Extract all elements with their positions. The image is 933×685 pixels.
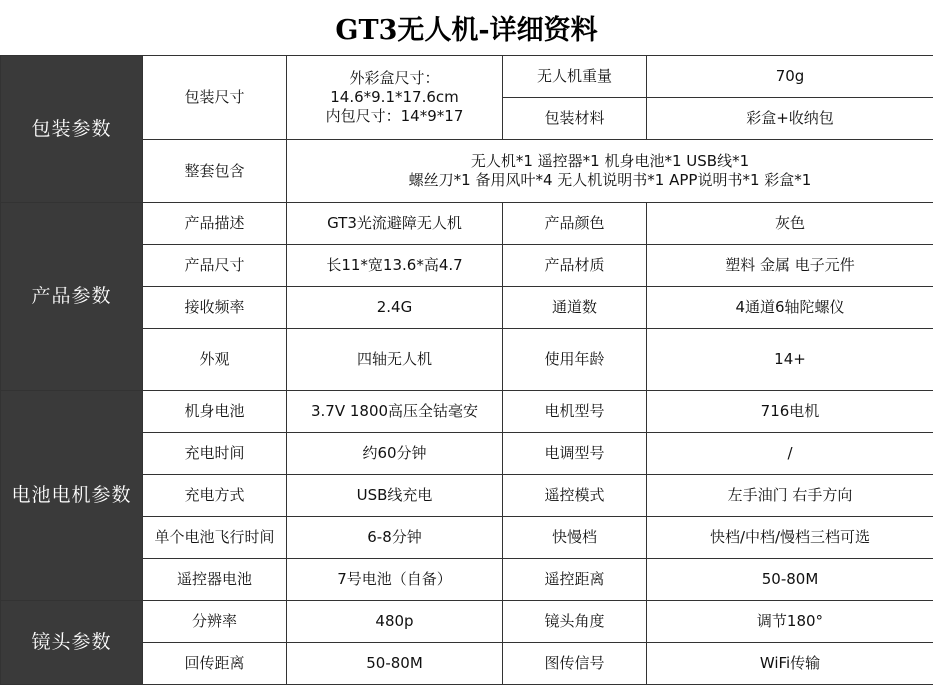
box-size-line: 外彩盒尺寸： [287,69,502,88]
contents-line: 螺丝刀*1 备用风叶*4 无人机说明书*1 APP说明书*1 彩盒*1 [287,171,933,190]
spec-value: 长11*宽13.6*高4.7 [287,245,503,287]
spec-value: 480p [287,601,503,643]
spec-value: 716电机 [647,391,933,433]
spec-label: 遥控距离 [503,559,647,601]
box-size-line: 内包尺寸：14*9*17 [287,107,502,126]
spec-label: 无人机重量 [503,56,647,98]
spec-value-box-size [287,56,503,140]
spec-label: 包装尺寸 [143,56,287,140]
spec-value: / [647,433,933,475]
spec-label: 产品颜色 [503,203,647,245]
spec-label: 电机型号 [503,391,647,433]
box-size-line: 14.6*9.1*17.6cm [287,88,502,107]
spec-label: 图传信号 [503,643,647,685]
spec-value: 7号电池（自备） [287,559,503,601]
spec-value: WiFi传输 [647,643,933,685]
spec-value: 约60分钟 [287,433,503,475]
spec-label: 通道数 [503,287,647,329]
spec-value: 调节180° [647,601,933,643]
spec-table [0,55,933,685]
spec-label: 镜头角度 [503,601,647,643]
spec-label: 回传距离 [143,643,287,685]
spec-value: 2.4G [287,287,503,329]
spec-label: 充电方式 [143,475,287,517]
section-header-packaging: 包装参数 [1,56,143,203]
table-row [1,203,933,245]
section-header-product: 产品参数 [1,203,143,391]
spec-value: 左手油门 右手方向 [647,475,933,517]
spec-value-contents [287,140,933,203]
spec-label: 接收频率 [143,287,287,329]
spec-value: 14+ [647,329,933,391]
spec-label: 整套包含 [143,140,287,203]
section-header-battery-motor: 电池电机参数 [1,391,143,601]
spec-label: 使用年龄 [503,329,647,391]
spec-value: 四轴无人机 [287,329,503,391]
page-title: GT3无人机-详细资料 [0,0,933,55]
spec-label: 机身电池 [143,391,287,433]
spec-label: 产品尺寸 [143,245,287,287]
spec-value: 50-80M [287,643,503,685]
spec-label: 外观 [143,329,287,391]
spec-value: 灰色 [647,203,933,245]
spec-value: 塑料 金属 电子元件 [647,245,933,287]
spec-value: 70g [647,56,933,98]
spec-value: 3.7V 1800高压全钴毫安 [287,391,503,433]
spec-label: 充电时间 [143,433,287,475]
spec-label: 单个电池飞行时间 [143,517,287,559]
section-header-camera: 镜头参数 [1,601,143,685]
spec-value: 彩盒+收纳包 [647,98,933,140]
table-row [1,601,933,643]
spec-value: GT3光流避障无人机 [287,203,503,245]
spec-label: 分辨率 [143,601,287,643]
spec-label: 电调型号 [503,433,647,475]
contents-line: 无人机*1 遥控器*1 机身电池*1 USB线*1 [287,152,933,171]
spec-label: 遥控器电池 [143,559,287,601]
spec-value: USB线充电 [287,475,503,517]
spec-label: 包装材料 [503,98,647,140]
table-row [1,391,933,433]
spec-value: 4通道6轴陀螺仪 [647,287,933,329]
spec-label: 产品材质 [503,245,647,287]
spec-label: 产品描述 [143,203,287,245]
spec-value: 50-80M [647,559,933,601]
table-row [1,56,933,98]
spec-label: 快慢档 [503,517,647,559]
spec-value: 快档/中档/慢档三档可选 [647,517,933,559]
spec-value: 6-8分钟 [287,517,503,559]
spec-label: 遥控模式 [503,475,647,517]
